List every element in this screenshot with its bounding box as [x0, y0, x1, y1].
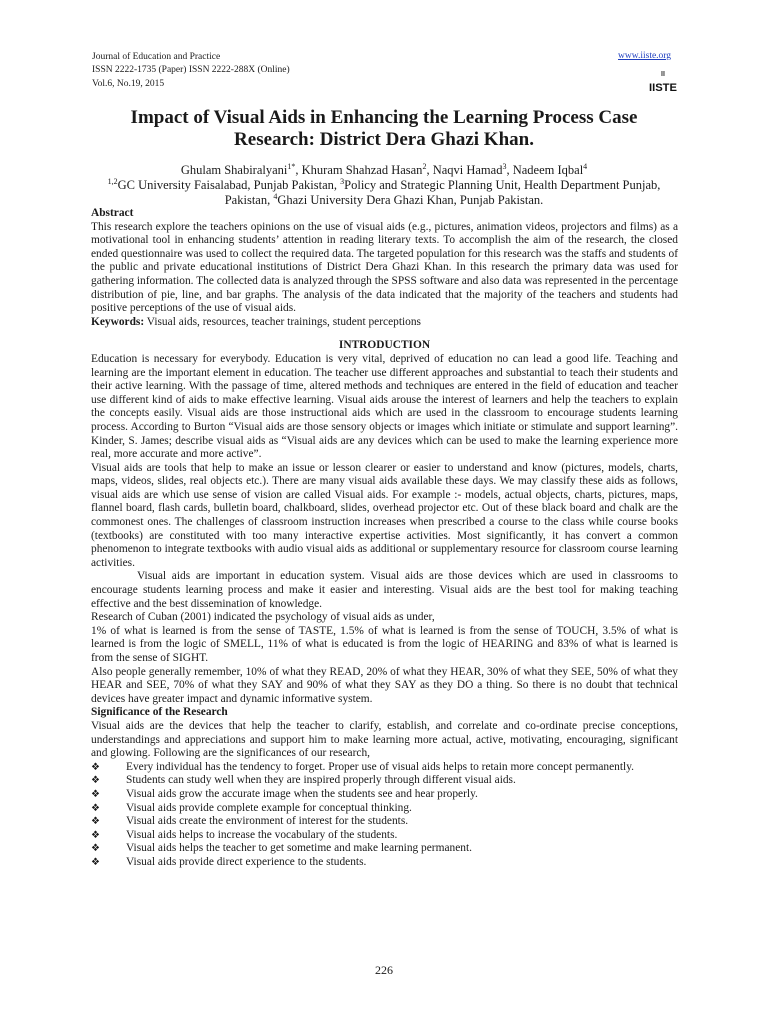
affiliation-2: Policy and Strategic Planning Unit, Health Department Punjab,: [344, 178, 661, 192]
list-item: [91, 856, 678, 870]
significance-heading: Significance of the Research: [91, 706, 228, 719]
issn-line: ISSN 2222-1735 (Paper) ISSN 2222-288X (Online): [92, 65, 290, 75]
journal-name: Journal of Education and Practice: [92, 52, 221, 62]
keywords-text: Visual aids, resources, teacher trainings, student perceptions: [144, 315, 421, 328]
author-1-sup: 1*: [287, 161, 296, 171]
diamond-bullet-icon: ❖: [91, 816, 100, 828]
aff1-sup: 1,2: [107, 176, 118, 186]
diamond-bullet-icon: ❖: [91, 788, 100, 800]
affiliation-3: Pakistan,: [224, 193, 274, 207]
author-2-sup: 2: [422, 161, 427, 171]
list-item-text: Visual aids create the environment of interest for the students.: [126, 815, 409, 828]
abstract-heading: Abstract: [91, 207, 134, 219]
significance-paragraph: Visual aids are the devices that help the teacher to clarify, establish, and correlate and co-ordinate precise conceptions, understandings and appreciations and support him to make learning more actual, active, motivating, encouraging, significant and glowing. Following are the significances of our research,: [91, 719, 678, 760]
author-2: , Khuram Shahzad Hasan: [295, 163, 423, 177]
intro-paragraph-5: 1% of what is learned is from the sense of TASTE, 1.5% of what is learned is from the sense of TOUCH, 3.5% of what is learned is from the logic of SMELL, 11% of what is educated is from the logic of HEARING and 83% of what is learned is from the sense of SIGHT.: [91, 624, 678, 664]
volume-line: Vol.6, No.19, 2015: [92, 79, 165, 89]
list-item-text: Visual aids provide direct experience to the students.: [126, 855, 367, 868]
list-item: [91, 842, 678, 856]
abstract-text: This research explore the teachers opinions on the use of visual aids (e.g., pictures, animation videos, projectors and films) as a motivational tool in enhancing students’ attention in reading literary texts. To accomplish the aim of the research, the closed ended questionnaire was used to collect the required data. The targeted population for this research was the staffs and students of the public and private educational institutions of District Dera Ghazi Khan. In this research the primary data was used for gathering information. The collected data is analyzed through the SPSS software and also data was represented in the percentage distribution of pie, line, and bar graphs. The analysis of the data indicated that the majority of the teachers and students had positive perceptions of the use of visual aids.: [91, 220, 678, 315]
author-1: Ghulam Shabiralyani: [180, 163, 288, 177]
authors-block: [90, 163, 678, 208]
intro-paragraph-4: Research of Cuban (2001) indicated the psychology of visual aids as under,: [91, 611, 435, 624]
diamond-bullet-icon: ❖: [91, 856, 100, 868]
list-item-text: Students can study well when they are inspired properly through different visual aids.: [126, 774, 516, 787]
list-item-text: Visual aids helps to increase the vocabulary of the students.: [126, 828, 398, 841]
intro-paragraph-1: Education is necessary for everybody. Education is very vital, deprived of education no can lead a good life. Teaching and learning are the important element in education. The teacher use different approaches and substantial to teach their students and their active learning. With the passage of time, altered methods and techniques are entered in the field of education and teacher use different kind of aids to make effective learning. Visual aids arouse the interest of learners and help the teachers to explain the concepts easily. Visual aids are those instructional aids which are used in the classroom to encourage students learning process. According to Burton “Visual aids are those sensory objects or images which initiate or stimulate and support learning”. Kinder, S. James; describe visual aids as “Visual aids are any devices which can be used to make the learning experience more real, more accurate and more active”.: [91, 352, 678, 461]
diamond-bullet-icon: ❖: [91, 775, 100, 787]
paper-body: [91, 207, 678, 870]
author-4-sup: 4: [583, 161, 588, 171]
intro-paragraph-2: Visual aids are tools that help to make an issue or lesson clearer or easier to understand and know (pictures, models, charts, maps, videos, slides, real objects etc.). There are many visual aids available these days. We may classify these aids as follows, visual aids are which use sense of vision are called Visual aids. For example :- models, actual objects, charts, pictures, maps, flannel board, flash cards, bulletin board, chalkboard, slides, overhead projector etc. Out of these black board and chalk are the commonest ones. The challenges of classroom instruction increases when prescribed a course to the class while course books (textbooks) are constituted with too many interactive expertise activities. Most significantly, it has convert a common phenomenon to integrate textbooks with audio visual aids as additional or supplementary resource for classroom course learning activities.: [91, 461, 678, 569]
keywords-label: Keywords:: [91, 315, 145, 328]
list-item: [91, 815, 678, 829]
author-3-sup: 3: [502, 161, 507, 171]
introduction-heading: INTRODUCTION: [338, 339, 431, 352]
significance-list: [91, 761, 678, 870]
journal-url-link[interactable]: www.iiste.org: [618, 51, 672, 61]
author-list: [90, 163, 678, 178]
diamond-bullet-icon: ❖: [91, 829, 100, 841]
author-3: , Naqvi Hamad: [426, 163, 503, 177]
list-item: [91, 774, 678, 788]
diamond-bullet-icon: ❖: [91, 761, 100, 773]
logo-text: IISTE: [649, 82, 677, 94]
list-item: [91, 761, 678, 775]
author-4: , Nadeem Iqbal: [506, 163, 584, 177]
intro-paragraph-6: Also people generally remember, 10% of what they READ, 20% of what they HEAR, 30% of what they SEE, 50% of what they HEAR and SEE, 70% of what they SAY and 90% of what they SAY as they DO a thing. So there is no doubt that technical devices have greater impact and dynamic informative system.: [91, 665, 678, 705]
aff2-sup: 3: [340, 176, 345, 186]
list-item: [91, 829, 678, 843]
list-item-text: Visual aids grow the accurate image when the students see and hear properly.: [126, 787, 478, 800]
keywords-line: [91, 316, 678, 330]
paper-title: Impact of Visual Aids in Enhancing the Learning Process Case Research: District Dera Ghazi Khan.: [130, 107, 638, 150]
diamond-bullet-icon: ❖: [91, 802, 100, 814]
list-item-text: Visual aids helps the teacher to get sometime and make learning permanent.: [126, 842, 472, 855]
svg-text:II: II: [661, 71, 665, 78]
affiliations: [90, 178, 678, 208]
affiliation-1: GC University Faisalabad, Punjab Pakistan,: [117, 178, 341, 192]
intro-paragraph-3: Visual aids are important in education system. Visual aids are those devices which are used in classrooms to encourage students learning process and make it easier and interesting. Visual aids are the best tool for making teaching effective and the best dissemination of knowledge.: [91, 570, 678, 610]
list-item: [91, 788, 678, 802]
aff4-sup: 4: [273, 191, 278, 201]
iiste-logo-icon: [648, 64, 678, 94]
list-item-text: Visual aids provide complete example for conceptual thinking.: [126, 801, 412, 814]
diamond-bullet-icon: ❖: [91, 843, 100, 855]
list-item-text: Every individual has the tendency to forget. Proper use of visual aids helps to retain more concept permanently.: [126, 760, 635, 773]
page-number: 226: [375, 963, 393, 977]
affiliation-4: Ghazi University Dera Ghazi Khan, Punjab Pakistan.: [277, 193, 544, 207]
list-item: [91, 802, 678, 816]
